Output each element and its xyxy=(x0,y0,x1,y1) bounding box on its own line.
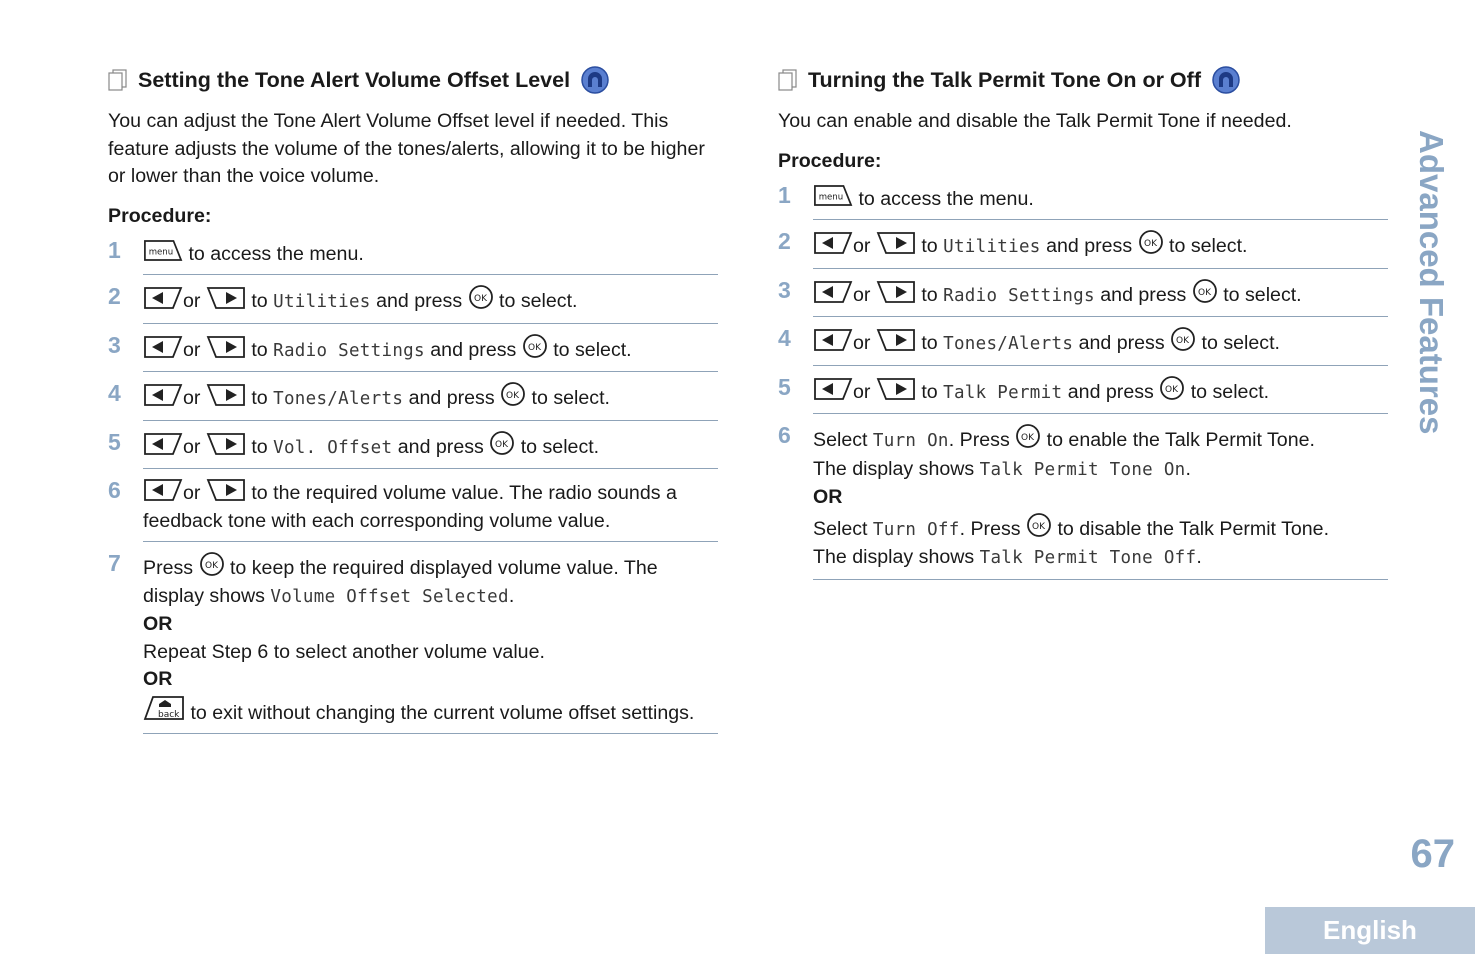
left-arrow-key-icon xyxy=(813,231,853,255)
ok-key-icon xyxy=(1170,326,1196,352)
ok-key-icon xyxy=(1138,229,1164,255)
right-section-header xyxy=(778,64,1388,96)
language-label: English xyxy=(1323,915,1417,945)
section-intro: You can enable and disable the Talk Permit Tone if needed. xyxy=(778,110,1292,132)
display-text: Talk Permit Tone Off xyxy=(979,548,1197,568)
chapter-side-label-text: Advanced Features xyxy=(1413,130,1450,435)
step-number: 3 xyxy=(778,276,791,303)
ok-key-icon xyxy=(1159,375,1185,401)
right-arrow-key-icon xyxy=(206,286,246,310)
right-arrow-key-icon xyxy=(206,335,246,359)
svg-text:menu: menu xyxy=(148,246,174,257)
menu-item: Radio Settings xyxy=(943,285,1095,306)
step-number: 6 xyxy=(778,422,791,448)
menu-item: Vol. Offset xyxy=(273,437,393,458)
svg-text:OK: OK xyxy=(204,561,218,571)
svg-text:OK: OK xyxy=(1021,433,1035,443)
right-section xyxy=(778,64,1388,580)
menu-item: Talk Permit xyxy=(943,382,1063,403)
step-number: 3 xyxy=(108,331,121,358)
left-arrow-key-icon xyxy=(143,335,183,359)
language-tab xyxy=(1265,907,1475,954)
procedure-steps xyxy=(778,174,1388,580)
left-arrow-key-icon xyxy=(143,432,183,456)
step: 7 Press OK to keep the required displayed volume value. The display shows Volume Offset Selected. OR Repeat Step 6 to select another volume value. OR back to exit without changing the current volume offset settings. xyxy=(108,542,718,734)
left-arrow-key-icon xyxy=(813,328,853,352)
procedure-label: Procedure: xyxy=(778,149,882,172)
step-number: 5 xyxy=(108,428,121,455)
ok-key-icon xyxy=(1015,423,1041,449)
svg-text:OK: OK xyxy=(506,391,520,401)
step-number: 4 xyxy=(778,325,791,351)
section-title: Setting the Tone Alert Volume Offset Level xyxy=(138,67,571,92)
right-arrow-key-icon xyxy=(206,478,246,502)
display-text: Volume Offset Selected xyxy=(270,586,509,607)
right-arrow-key-icon xyxy=(876,280,916,304)
step: 3 or to Radio Settings and press OK to select. xyxy=(778,269,1388,318)
right-arrow-key-icon xyxy=(876,231,916,255)
step: 4 or to Tones/Alerts and press OK to select. xyxy=(778,317,1388,366)
ok-key-icon xyxy=(468,284,494,310)
or-label: OR xyxy=(813,486,843,508)
right-arrow-key-icon xyxy=(206,383,246,407)
step: 6 or to the required volume value. The radio sounds a feedback tone with each corresponding volume value. xyxy=(108,469,718,542)
step-number: 2 xyxy=(778,228,791,254)
menu-item: Tones/Alerts xyxy=(943,334,1074,354)
step: 5 or to Talk Permit and press OK to select. xyxy=(778,366,1388,415)
left-arrow-key-icon xyxy=(143,383,183,407)
menu-key-icon xyxy=(143,238,183,263)
left-section xyxy=(108,64,718,734)
menu-key-icon xyxy=(813,183,853,208)
step-number: 6 xyxy=(108,477,121,503)
svg-text:OK: OK xyxy=(1165,384,1179,395)
section-intro: You can adjust the Tone Alert Volume Offset level if needed. This feature adjusts the volume of the tones/alerts, allowing it to be higher or lower than the voice volume. xyxy=(108,110,705,187)
svg-text:OK: OK xyxy=(1143,239,1157,249)
left-section-header xyxy=(108,64,718,96)
ok-key-icon xyxy=(1026,512,1052,538)
ok-key-icon xyxy=(199,551,225,577)
left-arrow-key-icon xyxy=(143,478,183,502)
ok-key-icon xyxy=(489,430,515,456)
right-arrow-key-icon xyxy=(206,432,246,456)
svg-text:OK: OK xyxy=(473,294,487,304)
step-number: 1 xyxy=(778,181,791,208)
step-number: 7 xyxy=(108,550,121,576)
svg-text:OK: OK xyxy=(1176,336,1190,346)
svg-text:OK: OK xyxy=(1197,287,1211,298)
note-icon xyxy=(108,69,128,91)
step-number: 2 xyxy=(108,283,121,309)
left-arrow-key-icon xyxy=(143,286,183,310)
step: 1 menu to access the menu. xyxy=(778,174,1388,221)
note-icon xyxy=(778,69,798,91)
step: 2 or to Utilities and press OK to select. xyxy=(108,275,718,324)
menu-item: Utilities xyxy=(273,292,371,312)
menu-item: Radio Settings xyxy=(273,340,425,361)
procedure-steps xyxy=(108,229,718,735)
step-number: 1 xyxy=(108,236,121,263)
step: 3 or to Radio Settings and press OK to select. xyxy=(108,324,718,373)
step: 4 or to Tones/Alerts and press OK to select. xyxy=(108,372,718,421)
section-title: Turning the Talk Permit Tone On or Off xyxy=(808,67,1201,92)
or-label: OR xyxy=(143,668,173,690)
left-arrow-key-icon xyxy=(813,280,853,304)
svg-text:OK: OK xyxy=(1032,521,1046,532)
step: 2 or to Utilities and press OK to select. xyxy=(778,220,1388,269)
back-home-key-icon xyxy=(143,694,185,722)
left-arrow-key-icon xyxy=(813,377,853,401)
display-text: Talk Permit Tone On xyxy=(979,459,1186,480)
procedure-label: Procedure: xyxy=(108,204,212,227)
menu-item: Tones/Alerts xyxy=(273,389,404,409)
feature-badge-icon xyxy=(1212,66,1240,94)
feature-badge-icon xyxy=(581,66,609,94)
chapter-side-label xyxy=(1400,128,1460,448)
svg-text:back: back xyxy=(158,709,180,720)
page-number: 67 xyxy=(1410,832,1455,876)
step-number: 5 xyxy=(778,373,791,400)
svg-text:OK: OK xyxy=(527,342,541,353)
right-arrow-key-icon xyxy=(876,328,916,352)
step: 1 menu to access the menu. xyxy=(108,229,718,276)
ok-key-icon xyxy=(500,381,526,407)
step: 6 Select Turn On. Press OK to enable the Talk Permit Tone. The display shows Talk Permit Tone On. OR Select Turn Off. Press OK to disable the Talk Permit Tone. The display shows Talk Permit Tone Off. xyxy=(778,414,1388,580)
right-arrow-key-icon xyxy=(876,377,916,401)
option-text: Turn Off xyxy=(872,519,960,540)
svg-text:menu: menu xyxy=(818,191,844,202)
step-number: 4 xyxy=(108,380,121,406)
ok-key-icon xyxy=(1192,278,1218,304)
option-text: Turn On xyxy=(872,431,949,451)
svg-text:OK: OK xyxy=(495,439,509,450)
menu-item: Utilities xyxy=(943,237,1041,257)
or-label: OR xyxy=(143,613,173,635)
ok-key-icon xyxy=(522,333,548,359)
step: 5 or to Vol. Offset and press OK to select. xyxy=(108,421,718,470)
